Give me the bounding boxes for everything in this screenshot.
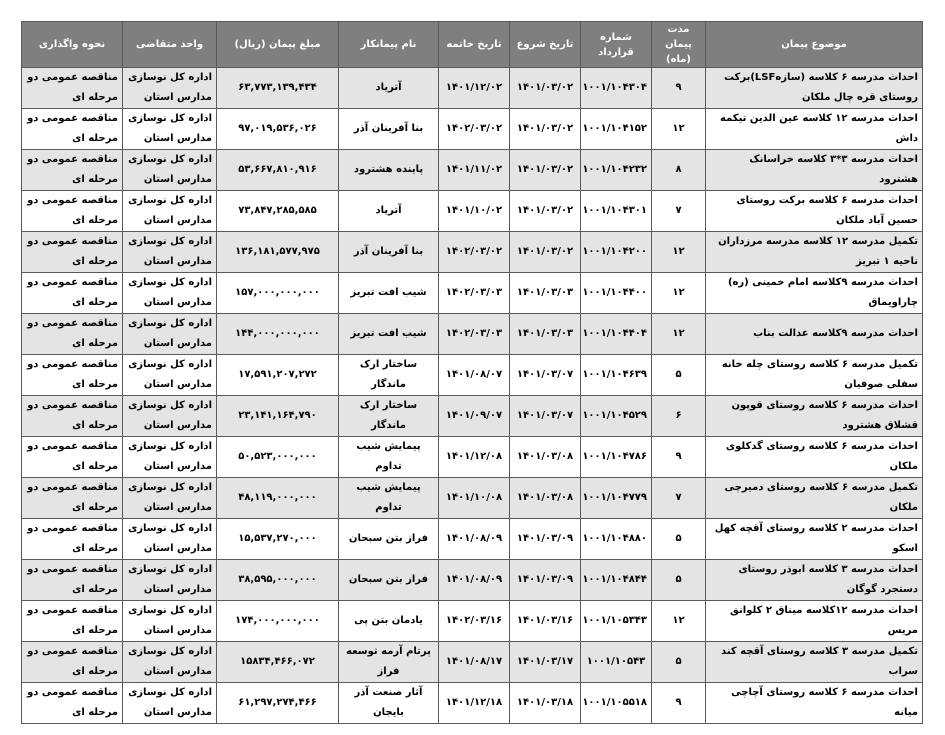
cell-contract-no: ۱۰۰۱/۱۰۴۲۰۰ [581,232,652,273]
table-row [22,437,923,478]
cell-contract-no: ۱۰۰۱/۱۰۴۴۰۰ [581,273,652,314]
cell-department: اداره کل نوسازی مدارس استان [123,191,217,232]
cell-subject: احداث مدرسه ۹کلاسه امام خمینی (ره) چاراویماق [706,273,923,314]
cell-end-date: ۱۴۰۲/۰۳/۰۲ [439,232,510,273]
cell-contractor: آثار صنعت آذر بایجان [339,683,439,724]
cell-subject: احداث مدرسه ۹کلاسه عدالت بناب [706,314,923,355]
table-row [22,642,923,683]
cell-contractor: آترياد [339,191,439,232]
table-row [22,478,923,519]
cell-contractor: ساختار ارک ماندگار [339,396,439,437]
cell-method: مناقصه عمومی دو مرحله ای [22,683,123,724]
cell-duration: ۶ [652,396,706,437]
cell-contract-no: ۱۰۰۱/۱۰۵۳۴۳ [581,601,652,642]
cell-duration: ۵ [652,519,706,560]
cell-department: اداره کل نوسازی مدارس استان [123,150,217,191]
cell-department: اداره کل نوسازی مدارس استان [123,683,217,724]
cell-contract-no: ۱۰۰۱/۱۰۵۴۳ [581,642,652,683]
cell-duration: ۱۲ [652,601,706,642]
cell-end-date: ۱۴۰۱/۱۰/۰۸ [439,478,510,519]
cell-amount: ۴۸,۱۱۹,۰۰۰,۰۰۰ [217,478,339,519]
cell-amount: ۷۳,۸۴۷,۲۸۵,۵۸۵ [217,191,339,232]
cell-amount: ۱۵,۵۳۷,۲۷۰,۰۰۰ [217,519,339,560]
cell-subject: احداث مدرسه ۶ کلاسه برکت روستای حسین آباد ملکان [706,191,923,232]
cell-contract-no: ۱۰۰۱/۱۰۴۶۳۹ [581,355,652,396]
table-row [22,683,923,724]
cell-end-date: ۱۴۰۱/۱۲/۰۸ [439,437,510,478]
cell-subject: احداث مدرسه ۶ کلاسه روستای گدکلوی ملکان [706,437,923,478]
cell-department: اداره کل نوسازی مدارس استان [123,68,217,109]
cell-subject: تکمیل مدرسه ۳ کلاسه روستای آقچه کند سراب [706,642,923,683]
cell-duration: ۱۲ [652,232,706,273]
cell-department: اداره کل نوسازی مدارس استان [123,560,217,601]
cell-amount: ۲۳,۱۴۱,۱۶۴,۷۹۰ [217,396,339,437]
cell-method: مناقصه عمومی دو مرحله ای [22,560,123,601]
cell-subject: احداث مدرسه ۳ کلاسه ابوذر روستای دستجرد گوگان [706,560,923,601]
cell-end-date: ۱۴۰۱/۱۰/۰۲ [439,191,510,232]
cell-contract-no: ۱۰۰۱/۱۰۴۴۰۴ [581,314,652,355]
cell-method: مناقصه عمومی دو مرحله ای [22,232,123,273]
table-row [22,109,923,150]
cell-contract-no: ۱۰۰۱/۱۰۴۸۸۰ [581,519,652,560]
cell-contract-no: ۱۰۰۱/۱۰۴۸۴۴ [581,560,652,601]
table-row [22,601,923,642]
cell-end-date: ۱۴۰۱/۱۲/۱۸ [439,683,510,724]
cell-duration: ۷ [652,191,706,232]
cell-method: مناقصه عمومی دو مرحله ای [22,601,123,642]
cell-contract-no: ۱۰۰۱/۱۰۴۷۸۶ [581,437,652,478]
cell-contract-no: ۱۰۰۱/۱۰۴۱۵۲ [581,109,652,150]
cell-start-date: ۱۴۰۱/۰۳/۱۸ [510,683,581,724]
cell-duration: ۱۲ [652,273,706,314]
cell-end-date: ۱۴۰۱/۰۸/۰۷ [439,355,510,396]
cell-duration: ۹ [652,683,706,724]
cell-subject: احداث مدرسه ۱۲کلاسه میناق ۲ کلوانق مریس [706,601,923,642]
cell-amount: ۶۳,۷۷۳,۱۳۹,۴۳۴ [217,68,339,109]
cell-subject: احداث مدرسه ۳*۳ کلاسه خراسانک هشترود [706,150,923,191]
cell-subject: تکمیل مدرسه ۶ کلاسه روستای دمیرچی ملکان [706,478,923,519]
cell-contractor: ساختار ارک ماندگار [339,355,439,396]
cell-amount: ۱۳۶,۱۸۱,۵۷۷,۹۷۵ [217,232,339,273]
cell-contract-no: ۱۰۰۱/۱۰۴۵۲۹ [581,396,652,437]
cell-department: اداره کل نوسازی مدارس استان [123,519,217,560]
cell-department: اداره کل نوسازی مدارس استان [123,314,217,355]
header-amount: مبلغ پیمان (ریال) [217,22,339,68]
cell-end-date: ۱۴۰۱/۰۹/۰۷ [439,396,510,437]
header-subject: موضوع پیمان [706,22,923,68]
cell-start-date: ۱۴۰۱/۰۳/۰۲ [510,150,581,191]
cell-department: اداره کل نوسازی مدارس استان [123,232,217,273]
cell-amount: ۱۵۷,۰۰۰,۰۰۰,۰۰۰ [217,273,339,314]
table-row [22,355,923,396]
cell-method: مناقصه عمومی دو مرحله ای [22,68,123,109]
cell-duration: ۷ [652,478,706,519]
cell-method: مناقصه عمومی دو مرحله ای [22,191,123,232]
cell-end-date: ۱۴۰۱/۰۸/۰۹ [439,519,510,560]
cell-department: اداره کل نوسازی مدارس استان [123,396,217,437]
cell-contractor: آترياد [339,68,439,109]
cell-contract-no: ۱۰۰۱/۱۰۴۲۳۲ [581,150,652,191]
cell-end-date: ۱۴۰۱/۱۱/۰۲ [439,150,510,191]
cell-end-date: ۱۴۰۱/۰۸/۱۷ [439,642,510,683]
header-duration: مدت پیمان (ماه) [652,22,706,68]
table-row [22,68,923,109]
cell-contractor: شیب افت تبریز [339,314,439,355]
cell-start-date: ۱۴۰۱/۰۳/۰۲ [510,68,581,109]
cell-amount: ۱۷,۵۹۱,۲۰۷,۲۷۲ [217,355,339,396]
cell-method: مناقصه عمومی دو مرحله ای [22,355,123,396]
table-row [22,273,923,314]
cell-subject: احداث مدرسه ۶ کلاسه (سازهLSF)برکت روستای قره چال ملکان [706,68,923,109]
cell-end-date: ۱۴۰۲/۰۳/۰۳ [439,314,510,355]
cell-amount: ۳۸,۵۹۵,۰۰۰,۰۰۰ [217,560,339,601]
cell-method: مناقصه عمومی دو مرحله ای [22,150,123,191]
cell-subject: احداث مدرسه ۲ کلاسه روستای آقچه کهل اسکو [706,519,923,560]
cell-department: اداره کل نوسازی مدارس استان [123,478,217,519]
cell-subject: احداث مدرسه ۶ کلاسه روستای قوپون قشلاق هشترود [706,396,923,437]
cell-contractor: شیب افت تبریز [339,273,439,314]
cell-subject: تکمیل مدرسه ۱۲ کلاسه مدرسه مرزداران ناحیه ۱ تبریز [706,232,923,273]
cell-subject: احداث مدرسه ۶ کلاسه روستای آچاچی میانه [706,683,923,724]
table-row [22,314,923,355]
cell-start-date: ۱۴۰۱/۰۳/۰۲ [510,232,581,273]
cell-start-date: ۱۴۰۱/۰۳/۰۲ [510,191,581,232]
cell-method: مناقصه عمومی دو مرحله ای [22,396,123,437]
cell-duration: ۵ [652,355,706,396]
cell-duration: ۱۲ [652,314,706,355]
cell-department: اداره کل نوسازی مدارس استان [123,109,217,150]
cell-duration: ۵ [652,560,706,601]
table-row [22,396,923,437]
cell-contract-no: ۱۰۰۱/۱۰۴۷۷۹ [581,478,652,519]
header-start-date: تاریخ شروع [510,22,581,68]
cell-method: مناقصه عمومی دو مرحله ای [22,437,123,478]
cell-department: اداره کل نوسازی مدارس استان [123,601,217,642]
cell-duration: ۹ [652,437,706,478]
cell-start-date: ۱۴۰۱/۰۳/۰۸ [510,437,581,478]
cell-duration: ۹ [652,68,706,109]
cell-start-date: ۱۴۰۱/۰۳/۰۹ [510,560,581,601]
cell-duration: ۸ [652,150,706,191]
cell-end-date: ۱۴۰۲/۰۳/۰۲ [439,109,510,150]
cell-duration: ۱۲ [652,109,706,150]
cell-amount: ۱۷۴,۰۰۰,۰۰۰,۰۰۰ [217,601,339,642]
cell-amount: ۹۷,۰۱۹,۵۳۶,۰۲۶ [217,109,339,150]
header-end-date: تاریخ خاتمه [439,22,510,68]
cell-subject: تکمیل مدرسه ۶ کلاسه روستای چله خانه سفلی صوفیان [706,355,923,396]
table-row [22,191,923,232]
cell-amount: ۱۴۴,۰۰۰,۰۰۰,۰۰۰ [217,314,339,355]
cell-contractor: پرتام آرمه توسعه فراز [339,642,439,683]
cell-start-date: ۱۴۰۱/۰۳/۰۲ [510,109,581,150]
cell-start-date: ۱۴۰۱/۰۳/۰۳ [510,273,581,314]
cell-amount: ۱۵۸۳۴,۴۶۶,۰۷۲ [217,642,339,683]
cell-contractor: بنا آفرینان آذر [339,232,439,273]
table-row [22,232,923,273]
table-row [22,519,923,560]
cell-department: اداره کل نوسازی مدارس استان [123,273,217,314]
contracts-table [21,21,923,724]
header-contractor: نام پیمانکار [339,22,439,68]
cell-start-date: ۱۴۰۱/۰۳/۰۷ [510,396,581,437]
cell-contractor: فراز بتن سبحان [339,519,439,560]
cell-end-date: ۱۴۰۲/۰۳/۰۳ [439,273,510,314]
cell-contractor: پاینده هشترود [339,150,439,191]
cell-department: اداره کل نوسازی مدارس استان [123,642,217,683]
cell-duration: ۵ [652,642,706,683]
table-row [22,560,923,601]
cell-method: مناقصه عمومی دو مرحله ای [22,314,123,355]
cell-contract-no: ۱۰۰۱/۱۰۴۳۰۱ [581,191,652,232]
cell-contractor: یادمان بتن پی [339,601,439,642]
table-row [22,150,923,191]
cell-contractor: پیمایش شیب تداوم [339,437,439,478]
cell-contractor: بنا آفرینان آذر [339,109,439,150]
cell-contract-no: ۱۰۰۱/۱۰۵۵۱۸ [581,683,652,724]
cell-end-date: ۱۴۰۱/۱۲/۰۲ [439,68,510,109]
cell-method: مناقصه عمومی دو مرحله ای [22,642,123,683]
cell-department: اداره کل نوسازی مدارس استان [123,355,217,396]
cell-start-date: ۱۴۰۱/۰۳/۰۷ [510,355,581,396]
cell-method: مناقصه عمومی دو مرحله ای [22,109,123,150]
cell-contractor: پیمایش شیب تداوم [339,478,439,519]
cell-amount: ۵۰,۵۲۳,۰۰۰,۰۰۰ [217,437,339,478]
header-department: واحد متقاضی [123,22,217,68]
header-contract-no: شماره قرارداد [581,22,652,68]
cell-contract-no: ۱۰۰۱/۱۰۴۳۰۴ [581,68,652,109]
cell-method: مناقصه عمومی دو مرحله ای [22,519,123,560]
cell-start-date: ۱۴۰۱/۰۳/۰۳ [510,314,581,355]
cell-end-date: ۱۴۰۲/۰۳/۱۶ [439,601,510,642]
cell-start-date: ۱۴۰۱/۰۳/۰۹ [510,519,581,560]
cell-start-date: ۱۴۰۱/۰۳/۱۶ [510,601,581,642]
cell-start-date: ۱۴۰۱/۰۳/۱۷ [510,642,581,683]
cell-contractor: فراز بتن سبحان [339,560,439,601]
cell-end-date: ۱۴۰۱/۰۸/۰۹ [439,560,510,601]
cell-department: اداره کل نوسازی مدارس استان [123,437,217,478]
cell-method: مناقصه عمومی دو مرحله ای [22,478,123,519]
cell-amount: ۶۱,۲۹۷,۲۷۴,۴۶۶ [217,683,339,724]
header-method: نحوه واگذاری [22,22,123,68]
cell-method: مناقصه عمومی دو مرحله ای [22,273,123,314]
cell-subject: احداث مدرسه ۱۲ کلاسه عین الدین تیکمه داش [706,109,923,150]
header-row [22,22,923,68]
cell-start-date: ۱۴۰۱/۰۳/۰۸ [510,478,581,519]
cell-amount: ۵۳,۶۶۷,۸۱۰,۹۱۶ [217,150,339,191]
